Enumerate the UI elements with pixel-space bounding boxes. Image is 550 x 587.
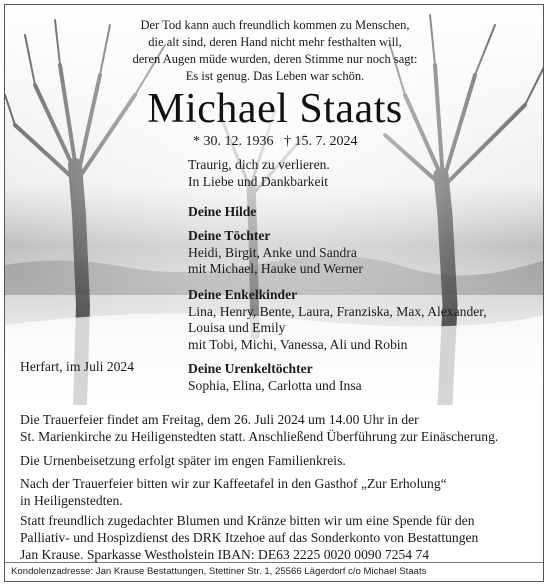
place-date: Herfart, im Juli 2024 [20, 359, 135, 374]
reception-paragraph [20, 475, 447, 509]
poem [5, 17, 544, 85]
group-heading: Deine Enkelkinder [188, 287, 298, 302]
paragraph-line: Nach der Trauerfeier bitten wir zur Kaffeetafel in den Gasthof „Zur Erholung“ [20, 476, 447, 491]
paragraph-line: Die Urnenbeisetzung erfolgt später im engen Familienkreis. [20, 453, 346, 468]
poem-line: deren Augen müde wurden, deren Stimme nur noch sagt: [132, 52, 418, 66]
paragraph-line: Palliativ- und Hospizdienst des DRK Itzehoe auf das Sonderkonto von Bestattungen [20, 530, 479, 545]
paragraph-line: Statt freundlich zugedachter Blumen und Kränze bitten wir um eine Spende für den [20, 513, 475, 528]
service-paragraph [20, 411, 498, 445]
intro-line: Traurig, dich zu verlieren. [188, 157, 330, 172]
paragraph-line: St. Marienkirche zu Heiligenstedten statt. Anschließend Überführung zur Einäscherung. [20, 429, 499, 444]
group-line: mit Tobi, Michi, Vanessa, Ali und Robin [188, 336, 408, 352]
mourner-group [188, 204, 256, 221]
deceased-name: Michael Staats [147, 86, 403, 132]
group-heading: Deine Hilde [188, 204, 257, 219]
condolence-address: Kondolenzadresse: Jan Krause Bestattungen, Stettiner Str. 1, 25566 Lägerdorf c/o Michael Staats [5, 562, 543, 581]
birth-death-dates: * 30. 12. 1936 † 15. 7. 2024 [193, 134, 358, 149]
poem-line: Der Tod kann auch freundlich kommen zu Menschen, [140, 18, 410, 32]
paragraph-line: Jan Krause. Sparkasse Westholstein IBAN: DE63 2225 0020 0090 7254 74 [20, 547, 430, 562]
donation-paragraph [20, 512, 478, 563]
mourner-group [188, 361, 362, 394]
group-line: mit Michael, Hauke und Werner [188, 261, 363, 276]
poem-line: die alt sind, deren Hand nicht mehr festhalten will, [148, 35, 402, 49]
group-line: Lina, Henry, Bente, Laura, Franziska, Max, Alexander, [188, 303, 487, 319]
group-line: Sophia, Elina, Carlotta und Insa [188, 377, 362, 393]
group-heading: Deine Töchter [188, 228, 271, 243]
paragraph-line: Die Trauerfeier findet am Freitag, dem 26. Juli 2024 um 14.00 Uhr in der [20, 412, 419, 427]
obituary-frame [4, 4, 544, 582]
paragraph-line: in Heiligenstedten. [20, 493, 123, 508]
mourner-group [188, 228, 363, 278]
intro-line: In Liebe und Dankbarkeit [188, 173, 329, 189]
mourner-group [188, 287, 487, 353]
intro-text [188, 157, 330, 190]
burial-paragraph [20, 452, 346, 469]
poem-line: Es ist genug. Das Leben war schön. [185, 69, 365, 83]
group-heading: Deine Urenkeltöchter [188, 361, 313, 376]
group-line: Heidi, Birgit, Anke und Sandra [188, 244, 357, 260]
group-line: Louisa und Emily [188, 320, 286, 335]
